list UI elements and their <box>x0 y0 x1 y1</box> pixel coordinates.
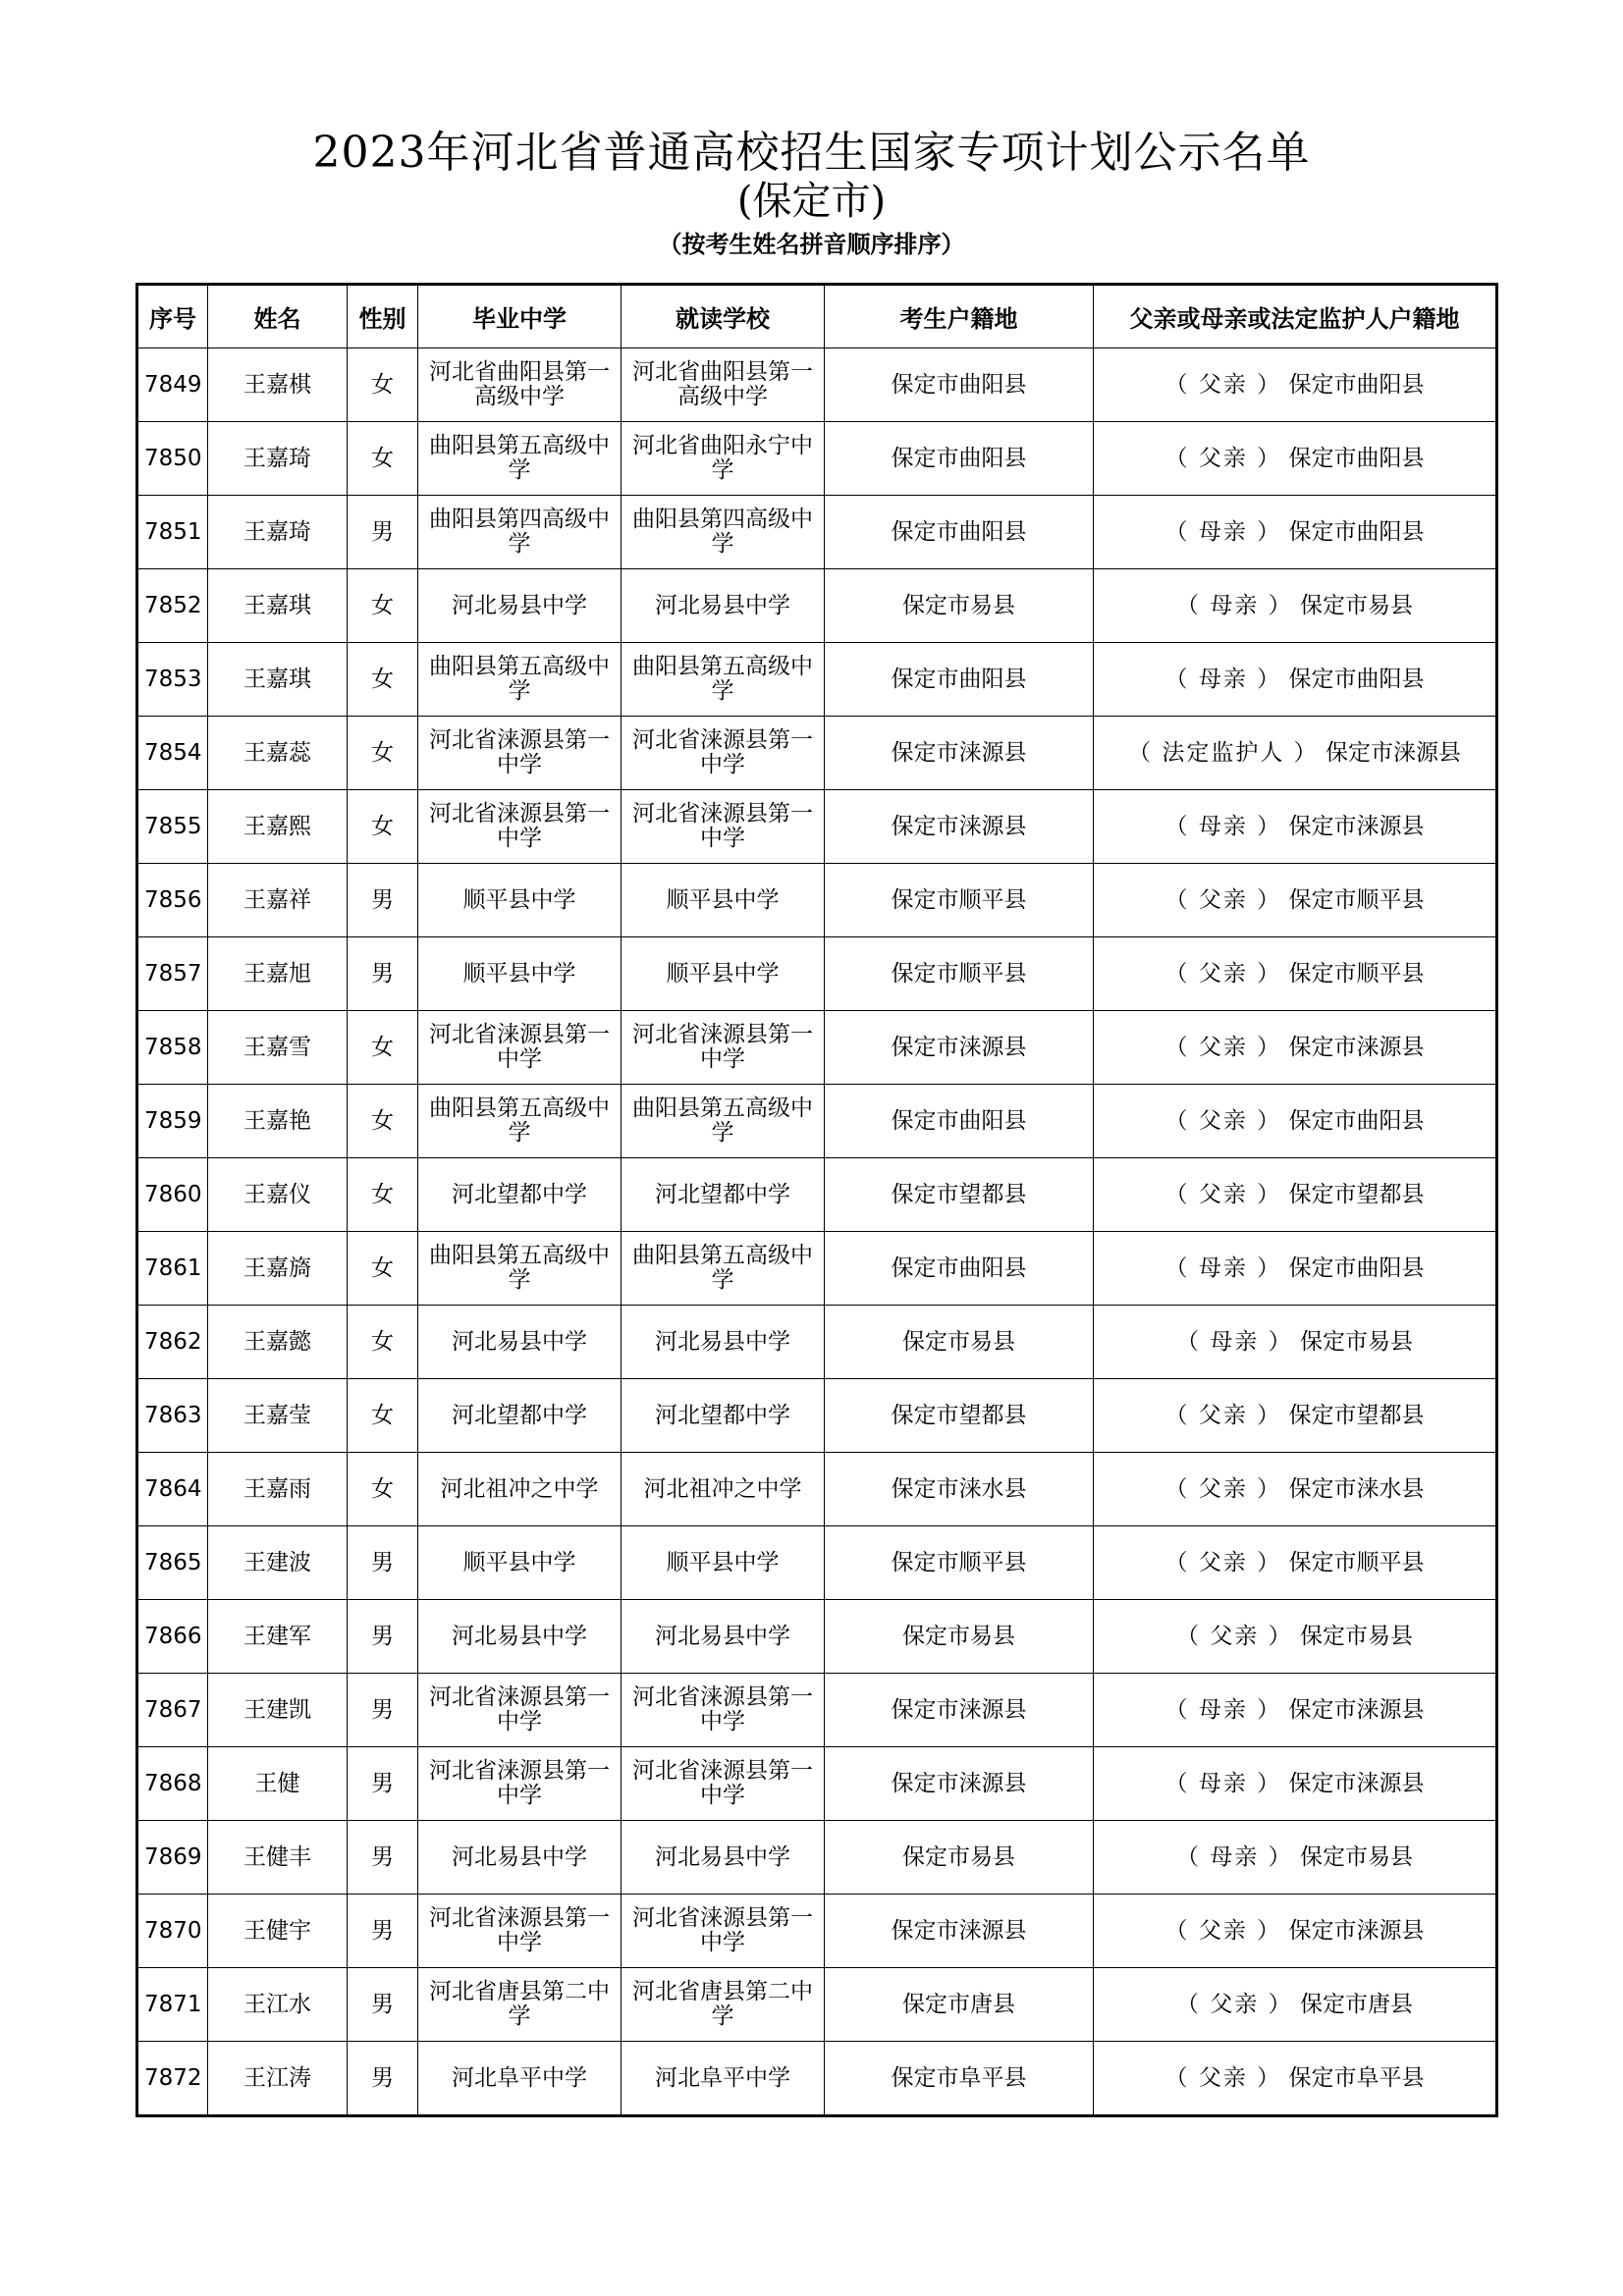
cell-hukou: 保定市阜平县 <box>825 2042 1094 2116</box>
cell-name: 王嘉莹 <box>208 1379 348 1453</box>
cell-name: 王嘉雪 <box>208 1011 348 1085</box>
cell-no: 7850 <box>137 422 208 496</box>
cell-parent-hukou <box>1094 1526 1497 1600</box>
table-row <box>137 1232 1497 1306</box>
parent-relation: （ 母亲 ） <box>1164 518 1282 545</box>
parent-relation: （ 母亲 ） <box>1176 1328 1293 1355</box>
cell-gender: 男 <box>348 864 418 937</box>
cell-hukou: 保定市易县 <box>825 1821 1094 1895</box>
parent-hukou-place: 保定市望都县 <box>1288 1181 1425 1207</box>
cell-name: 王嘉旖 <box>208 1232 348 1306</box>
cell-name: 王嘉雨 <box>208 1453 348 1526</box>
cell-grad-school: 河北望都中学 <box>418 1379 622 1453</box>
cell-grad-school: 河北省涞源县第一中学 <box>418 717 622 790</box>
cell-grad-school: 曲阳县第五高级中学 <box>418 643 622 717</box>
cell-parent-hukou <box>1094 1747 1497 1821</box>
cell-name: 王嘉熙 <box>208 790 348 864</box>
cell-school: 河北省涞源县第一中学 <box>622 1011 825 1085</box>
cell-no: 7866 <box>137 1600 208 1674</box>
table-row <box>137 1747 1497 1821</box>
cell-name: 王嘉懿 <box>208 1306 348 1379</box>
cell-hukou: 保定市涞源县 <box>825 1011 1094 1085</box>
parent-hukou-place: 保定市涞源县 <box>1288 813 1425 839</box>
cell-parent-hukou <box>1094 2042 1497 2116</box>
cell-hukou: 保定市曲阳县 <box>825 1232 1094 1306</box>
cell-name: 王嘉蕊 <box>208 717 348 790</box>
parent-hukou-place: 保定市易县 <box>1299 592 1413 618</box>
cell-gender: 男 <box>348 1821 418 1895</box>
cell-parent-hukou <box>1094 348 1497 422</box>
cell-hukou: 保定市顺平县 <box>825 1526 1094 1600</box>
cell-parent-hukou <box>1094 643 1497 717</box>
parent-relation: （ 父亲 ） <box>1176 1991 1293 2017</box>
cell-school: 河北省唐县第二中学 <box>622 1968 825 2042</box>
cell-name: 王嘉琦 <box>208 496 348 569</box>
cell-gender: 男 <box>348 1968 418 2042</box>
table-row <box>137 864 1497 937</box>
table-row <box>137 717 1497 790</box>
header-name: 姓名 <box>208 285 348 348</box>
cell-hukou: 保定市涞源县 <box>825 717 1094 790</box>
cell-no: 7870 <box>137 1895 208 1968</box>
cell-hukou: 保定市唐县 <box>825 1968 1094 2042</box>
cell-grad-school: 河北易县中学 <box>418 1306 622 1379</box>
cell-parent-hukou <box>1094 717 1497 790</box>
cell-grad-school: 顺平县中学 <box>418 937 622 1011</box>
cell-name: 王嘉琪 <box>208 643 348 717</box>
cell-school: 顺平县中学 <box>622 937 825 1011</box>
cell-name: 王嘉仪 <box>208 1158 348 1232</box>
cell-school: 河北阜平中学 <box>622 2042 825 2116</box>
cell-hukou: 保定市望都县 <box>825 1379 1094 1453</box>
cell-gender: 女 <box>348 1158 418 1232</box>
cell-hukou: 保定市曲阳县 <box>825 348 1094 422</box>
cell-gender: 女 <box>348 422 418 496</box>
cell-grad-school: 河北省涞源县第一中学 <box>418 1747 622 1821</box>
cell-no: 7871 <box>137 1968 208 2042</box>
header-parent-hukou: 父亲或母亲或法定监护人户籍地 <box>1094 285 1497 348</box>
cell-grad-school: 河北望都中学 <box>418 1158 622 1232</box>
table-row <box>137 1600 1497 1674</box>
cell-name: 王嘉棋 <box>208 348 348 422</box>
parent-relation: （ 父亲 ） <box>1164 371 1282 398</box>
cell-hukou: 保定市涞源县 <box>825 790 1094 864</box>
cell-parent-hukou <box>1094 864 1497 937</box>
parent-hukou-place: 保定市曲阳县 <box>1288 445 1425 471</box>
roster-table <box>135 283 1498 2117</box>
parent-relation: （ 母亲 ） <box>1176 592 1293 618</box>
cell-school: 河北省涞源县第一中学 <box>622 717 825 790</box>
cell-parent-hukou <box>1094 1968 1497 2042</box>
cell-parent-hukou <box>1094 1085 1497 1158</box>
table-row <box>137 1895 1497 1968</box>
parent-relation: （ 父亲 ） <box>1164 1034 1282 1060</box>
parent-hukou-place: 保定市涞源县 <box>1288 1770 1425 1796</box>
cell-no: 7859 <box>137 1085 208 1158</box>
cell-parent-hukou <box>1094 1600 1497 1674</box>
cell-school: 河北易县中学 <box>622 569 825 643</box>
cell-hukou: 保定市曲阳县 <box>825 1085 1094 1158</box>
cell-parent-hukou <box>1094 569 1497 643</box>
parent-relation: （ 父亲 ） <box>1164 2064 1282 2091</box>
table-row <box>137 1306 1497 1379</box>
parent-relation: （ 父亲 ） <box>1164 1181 1282 1207</box>
cell-gender: 女 <box>348 790 418 864</box>
cell-no: 7853 <box>137 643 208 717</box>
parent-hukou-place: 保定市涞水县 <box>1288 1475 1425 1502</box>
parent-relation: （ 母亲 ） <box>1164 1770 1282 1796</box>
cell-name: 王健宇 <box>208 1895 348 1968</box>
cell-grad-school: 河北省曲阳县第一高级中学 <box>418 348 622 422</box>
parent-relation: （ 法定监护人 ） <box>1128 739 1319 766</box>
parent-relation: （ 父亲 ） <box>1164 1917 1282 1944</box>
cell-gender: 男 <box>348 496 418 569</box>
parent-hukou-place: 保定市涞源县 <box>1288 1917 1425 1944</box>
header-gender: 性别 <box>348 285 418 348</box>
cell-school: 曲阳县第四高级中学 <box>622 496 825 569</box>
cell-no: 7865 <box>137 1526 208 1600</box>
cell-parent-hukou <box>1094 1895 1497 1968</box>
cell-school: 河北易县中学 <box>622 1306 825 1379</box>
cell-gender: 女 <box>348 1011 418 1085</box>
cell-name: 王嘉祥 <box>208 864 348 937</box>
cell-school: 河北望都中学 <box>622 1158 825 1232</box>
header-grad-school: 毕业中学 <box>418 285 622 348</box>
parent-hukou-place: 保定市曲阳县 <box>1288 1255 1425 1281</box>
cell-name: 王健丰 <box>208 1821 348 1895</box>
table-row <box>137 1011 1497 1085</box>
table-row <box>137 422 1497 496</box>
cell-parent-hukou <box>1094 1821 1497 1895</box>
cell-no: 7852 <box>137 569 208 643</box>
cell-parent-hukou <box>1094 1453 1497 1526</box>
cell-school: 曲阳县第五高级中学 <box>622 643 825 717</box>
cell-grad-school: 河北祖冲之中学 <box>418 1453 622 1526</box>
cell-hukou: 保定市顺平县 <box>825 864 1094 937</box>
cell-school: 河北祖冲之中学 <box>622 1453 825 1526</box>
cell-gender: 女 <box>348 717 418 790</box>
table-row <box>137 1526 1497 1600</box>
cell-parent-hukou <box>1094 1379 1497 1453</box>
parent-hukou-place: 保定市望都县 <box>1288 1402 1425 1428</box>
header-no: 序号 <box>137 285 208 348</box>
cell-grad-school: 顺平县中学 <box>418 864 622 937</box>
cell-grad-school: 曲阳县第五高级中学 <box>418 1232 622 1306</box>
table-row <box>137 569 1497 643</box>
parent-relation: （ 父亲 ） <box>1164 445 1282 471</box>
parent-hukou-place: 保定市唐县 <box>1299 1991 1413 2017</box>
cell-gender: 男 <box>348 1674 418 1747</box>
cell-parent-hukou <box>1094 1011 1497 1085</box>
cell-name: 王嘉琦 <box>208 422 348 496</box>
cell-gender: 女 <box>348 569 418 643</box>
cell-school: 曲阳县第五高级中学 <box>622 1232 825 1306</box>
cell-parent-hukou <box>1094 1306 1497 1379</box>
cell-grad-school: 河北省涞源县第一中学 <box>418 1895 622 1968</box>
table-row <box>137 937 1497 1011</box>
cell-gender: 女 <box>348 1085 418 1158</box>
parent-hukou-place: 保定市涞源县 <box>1288 1034 1425 1060</box>
cell-no: 7864 <box>137 1453 208 1526</box>
cell-grad-school: 顺平县中学 <box>418 1526 622 1600</box>
cell-gender: 男 <box>348 1600 418 1674</box>
parent-relation: （ 母亲 ） <box>1164 666 1282 692</box>
cell-hukou: 保定市涞源县 <box>825 1895 1094 1968</box>
cell-gender: 男 <box>348 937 418 1011</box>
cell-gender: 男 <box>348 1526 418 1600</box>
cell-no: 7856 <box>137 864 208 937</box>
cell-school: 河北易县中学 <box>622 1821 825 1895</box>
cell-no: 7857 <box>137 937 208 1011</box>
cell-no: 7858 <box>137 1011 208 1085</box>
parent-hukou-place: 保定市曲阳县 <box>1288 518 1425 545</box>
cell-hukou: 保定市曲阳县 <box>825 496 1094 569</box>
parent-relation: （ 父亲 ） <box>1164 1107 1282 1134</box>
cell-grad-school: 河北省涞源县第一中学 <box>418 1011 622 1085</box>
cell-no: 7861 <box>137 1232 208 1306</box>
cell-no: 7860 <box>137 1158 208 1232</box>
cell-gender: 女 <box>348 1306 418 1379</box>
cell-gender: 男 <box>348 1895 418 1968</box>
cell-gender: 女 <box>348 1232 418 1306</box>
header-school: 就读学校 <box>622 285 825 348</box>
table-row <box>137 790 1497 864</box>
cell-parent-hukou <box>1094 1158 1497 1232</box>
parent-hukou-place: 保定市顺平县 <box>1288 1549 1425 1575</box>
cell-hukou: 保定市易县 <box>825 1600 1094 1674</box>
table-row <box>137 1453 1497 1526</box>
table-row <box>137 643 1497 717</box>
sort-note: （按考生姓名拼音顺序排序） <box>658 231 965 258</box>
cell-grad-school: 河北阜平中学 <box>418 2042 622 2116</box>
cell-gender: 女 <box>348 1453 418 1526</box>
parent-hukou-place: 保定市曲阳县 <box>1288 666 1425 692</box>
cell-no: 7854 <box>137 717 208 790</box>
cell-no: 7868 <box>137 1747 208 1821</box>
parent-relation: （ 父亲 ） <box>1164 1475 1282 1502</box>
table-row <box>137 1821 1497 1895</box>
cell-school: 河北省曲阳永宁中学 <box>622 422 825 496</box>
cell-parent-hukou <box>1094 1232 1497 1306</box>
parent-relation: （ 父亲 ） <box>1164 1549 1282 1575</box>
cell-school: 河北省涞源县第一中学 <box>622 1747 825 1821</box>
parent-hukou-place: 保定市涞源县 <box>1288 1696 1425 1723</box>
cell-hukou: 保定市涞源县 <box>825 1674 1094 1747</box>
cell-grad-school: 曲阳县第四高级中学 <box>418 496 622 569</box>
cell-hukou: 保定市曲阳县 <box>825 422 1094 496</box>
parent-hukou-place: 保定市曲阳县 <box>1288 1107 1425 1134</box>
cell-grad-school: 河北省涞源县第一中学 <box>418 1674 622 1747</box>
cell-gender: 女 <box>348 348 418 422</box>
parent-hukou-place: 保定市易县 <box>1299 1623 1413 1649</box>
page-title: 2023年河北省普通高校招生国家专项计划公示名单 <box>312 128 1311 178</box>
cell-school: 曲阳县第五高级中学 <box>622 1085 825 1158</box>
table-row <box>137 1379 1497 1453</box>
cell-hukou: 保定市易县 <box>825 1306 1094 1379</box>
cell-hukou: 保定市顺平县 <box>825 937 1094 1011</box>
parent-hukou-place: 保定市阜平县 <box>1288 2064 1425 2091</box>
table-header-row <box>137 285 1497 348</box>
cell-gender: 女 <box>348 643 418 717</box>
cell-grad-school: 曲阳县第五高级中学 <box>418 1085 622 1158</box>
cell-school: 河北省涞源县第一中学 <box>622 790 825 864</box>
cell-grad-school: 河北易县中学 <box>418 569 622 643</box>
parent-relation: （ 母亲 ） <box>1164 1696 1282 1723</box>
cell-grad-school: 河北省涞源县第一中学 <box>418 790 622 864</box>
cell-school: 河北省涞源县第一中学 <box>622 1895 825 1968</box>
cell-parent-hukou <box>1094 496 1497 569</box>
cell-name: 王江涛 <box>208 2042 348 2116</box>
parent-hukou-place: 保定市涞源县 <box>1325 739 1461 766</box>
table-row <box>137 1968 1497 2042</box>
cell-parent-hukou <box>1094 1674 1497 1747</box>
cell-grad-school: 河北易县中学 <box>418 1821 622 1895</box>
parent-relation: （ 父亲 ） <box>1164 960 1282 987</box>
cell-gender: 男 <box>348 2042 418 2116</box>
parent-relation: （ 母亲 ） <box>1164 813 1282 839</box>
cell-hukou: 保定市曲阳县 <box>825 643 1094 717</box>
parent-relation: （ 父亲 ） <box>1164 886 1282 913</box>
table-body <box>137 348 1497 2116</box>
cell-no: 7867 <box>137 1674 208 1747</box>
cell-grad-school: 河北易县中学 <box>418 1600 622 1674</box>
parent-hukou-place: 保定市顺平县 <box>1288 886 1425 913</box>
table-row <box>137 2042 1497 2116</box>
cell-name: 王建军 <box>208 1600 348 1674</box>
cell-no: 7855 <box>137 790 208 864</box>
cell-name: 王建波 <box>208 1526 348 1600</box>
cell-no: 7869 <box>137 1821 208 1895</box>
table-row <box>137 496 1497 569</box>
cell-hukou: 保定市涞水县 <box>825 1453 1094 1526</box>
table-row <box>137 1674 1497 1747</box>
parent-hukou-place: 保定市易县 <box>1299 1328 1413 1355</box>
parent-relation: （ 母亲 ） <box>1164 1255 1282 1281</box>
cell-name: 王江水 <box>208 1968 348 2042</box>
parent-relation: （ 父亲 ） <box>1176 1623 1293 1649</box>
page-subtitle: (保定市) <box>736 179 887 224</box>
cell-school: 河北望都中学 <box>622 1379 825 1453</box>
parent-hukou-place: 保定市顺平县 <box>1288 960 1425 987</box>
cell-school: 顺平县中学 <box>622 1526 825 1600</box>
table-row <box>137 348 1497 422</box>
cell-parent-hukou <box>1094 937 1497 1011</box>
cell-school: 河北易县中学 <box>622 1600 825 1674</box>
parent-relation: （ 父亲 ） <box>1164 1402 1282 1428</box>
table-row <box>137 1158 1497 1232</box>
header-hukou: 考生户籍地 <box>825 285 1094 348</box>
parent-hukou-place: 保定市曲阳县 <box>1288 371 1425 398</box>
cell-hukou: 保定市望都县 <box>825 1158 1094 1232</box>
cell-school: 顺平县中学 <box>622 864 825 937</box>
cell-grad-school: 曲阳县第五高级中学 <box>418 422 622 496</box>
cell-grad-school: 河北省唐县第二中学 <box>418 1968 622 2042</box>
cell-no: 7851 <box>137 496 208 569</box>
cell-parent-hukou <box>1094 790 1497 864</box>
cell-no: 7872 <box>137 2042 208 2116</box>
cell-gender: 女 <box>348 1379 418 1453</box>
cell-hukou: 保定市易县 <box>825 569 1094 643</box>
cell-gender: 男 <box>348 1747 418 1821</box>
cell-no: 7862 <box>137 1306 208 1379</box>
cell-school: 河北省涞源县第一中学 <box>622 1674 825 1747</box>
cell-name: 王嘉旭 <box>208 937 348 1011</box>
cell-no: 7849 <box>137 348 208 422</box>
cell-name: 王建凯 <box>208 1674 348 1747</box>
parent-hukou-place: 保定市易县 <box>1299 1843 1413 1870</box>
cell-school: 河北省曲阳县第一高级中学 <box>622 348 825 422</box>
cell-name: 王嘉琪 <box>208 569 348 643</box>
table-row <box>137 1085 1497 1158</box>
cell-name: 王健 <box>208 1747 348 1821</box>
cell-parent-hukou <box>1094 422 1497 496</box>
cell-hukou: 保定市涞源县 <box>825 1747 1094 1821</box>
cell-name: 王嘉艳 <box>208 1085 348 1158</box>
parent-relation: （ 母亲 ） <box>1176 1843 1293 1870</box>
cell-no: 7863 <box>137 1379 208 1453</box>
